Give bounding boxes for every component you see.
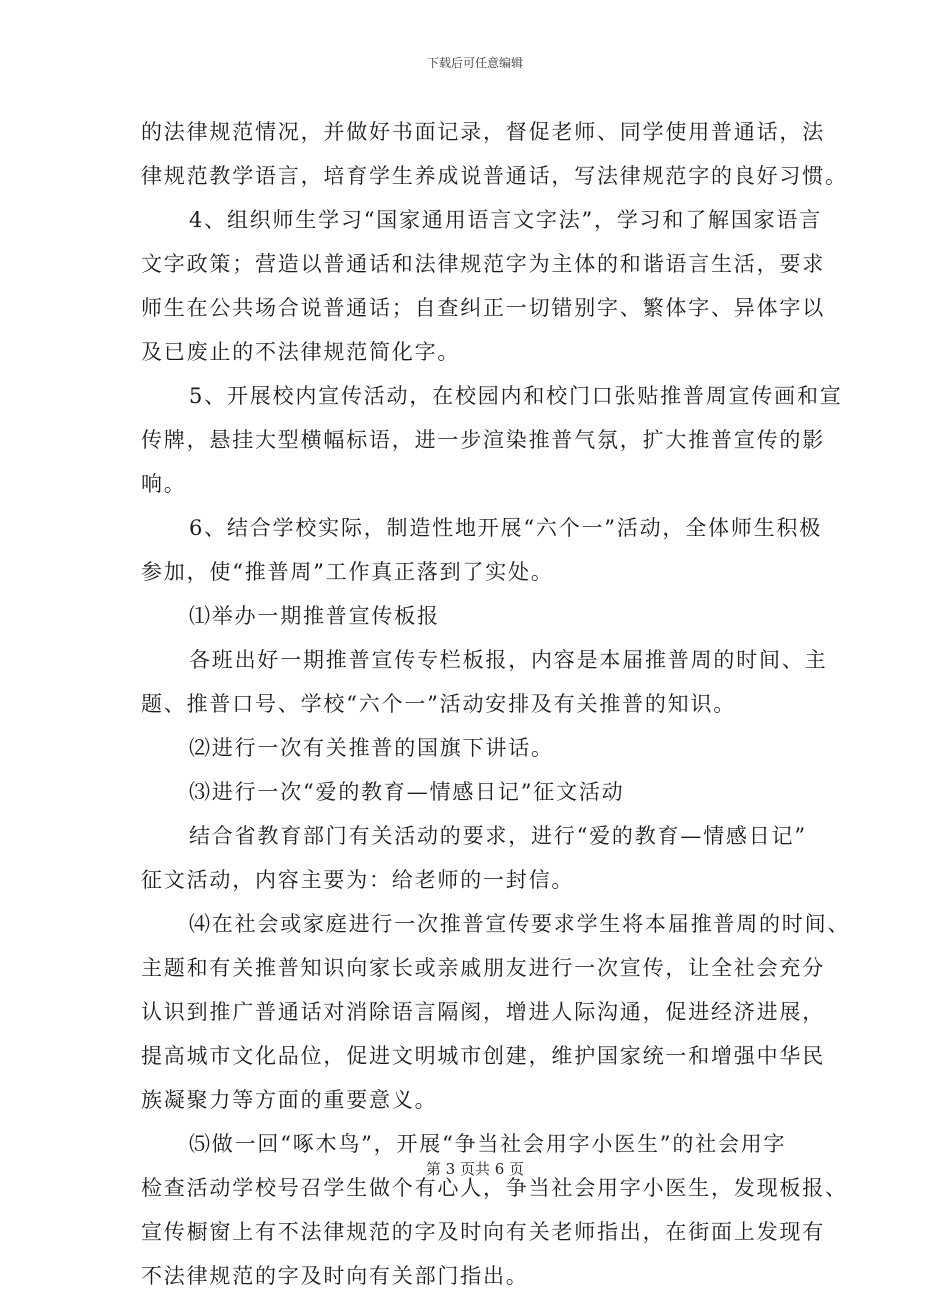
text-line: 主题和有关推普知识向家长或亲戚朋友进行一次宣传，让全社会充分	[141, 956, 825, 980]
text-line: ⑸做一回“啄木鸟”，开展“争当社会用字小医生”的社会用字	[189, 1132, 787, 1156]
text-line: 宣传橱窗上有不法律规范的字及时向有关老师指出，在街面上发现有	[141, 1220, 825, 1244]
text-line: 不法律规范的字及时向有关部门指出。	[141, 1264, 529, 1288]
text-line: 文字政策；营造以普通话和法律规范字为主体的和谐语言生活，要求	[141, 252, 825, 276]
text-line: 律规范教学语言，培育学生养成说普通话，写法律规范字的良好习惯。	[141, 164, 848, 188]
text-line: 各班出好一期推普宣传专栏板报，内容是本届推普周的时间、主	[189, 648, 828, 672]
text-line: 5、开展校内宣传活动，在校园内和校门口张贴推普周宣传画和宣	[189, 384, 843, 408]
document-body	[141, 110, 851, 1298]
text-line: ⑶进行一次“爱的教育—情感日记”征文活动	[189, 780, 625, 804]
text-line: 参加，使“推普周”工作真正落到了实处。	[141, 560, 554, 584]
text-line: 响。	[141, 472, 187, 496]
text-line: ⑷在社会或家庭进行一次推普宣传要求学生将本届推普周的时间、	[189, 912, 851, 936]
page-footer: 第 3 页共 6 页	[425, 1160, 525, 1178]
text-line: 及已废止的不法律规范简化字。	[141, 340, 461, 364]
text-line: 师生在公共场合说普通话；自查纠正一切错别字、繁体字、异体字以	[141, 296, 825, 320]
text-line: 6、结合学校实际，制造性地开展“六个一”活动，全体师生积极	[189, 516, 823, 540]
text-line: ⑴举办一期推普宣传板报	[189, 604, 440, 628]
text-line: 认识到推广普通话对消除语言隔阂，增进人际沟通，促进经济进展，	[141, 1000, 825, 1024]
text-line: 的法律规范情况，并做好书面记录，督促老师、同学使用普通话，法	[141, 120, 825, 144]
text-line: 传牌，悬挂大型横幅标语，进一步渲染推普气氛，扩大推普宣传的影	[141, 428, 825, 452]
text-line: 4、组织师生学习“国家通用语言文字法”，学习和了解国家语言	[189, 208, 823, 232]
text-line: 检查活动学校号召学生做个有心人，争当社会用字小医生，发现板报、	[141, 1176, 848, 1200]
text-line: 提高城市文化品位，促进文明城市创建，维护国家统一和增强中华民	[141, 1044, 825, 1068]
text-line: 族凝聚力等方面的重要意义。	[141, 1088, 438, 1112]
text-line: 征文活动，内容主要为：给老师的一封信。	[141, 868, 575, 892]
text-line: ⑵进行一次有关推普的国旗下讲话。	[189, 736, 554, 760]
text-line: 结合省教育部门有关活动的要求，进行“爱的教育—情感日记”	[189, 824, 807, 848]
page-header: 下载后可任意编辑	[426, 56, 523, 70]
text-line: 题、推普口号、学校“六个一”活动安排及有关推普的知识。	[141, 692, 737, 716]
